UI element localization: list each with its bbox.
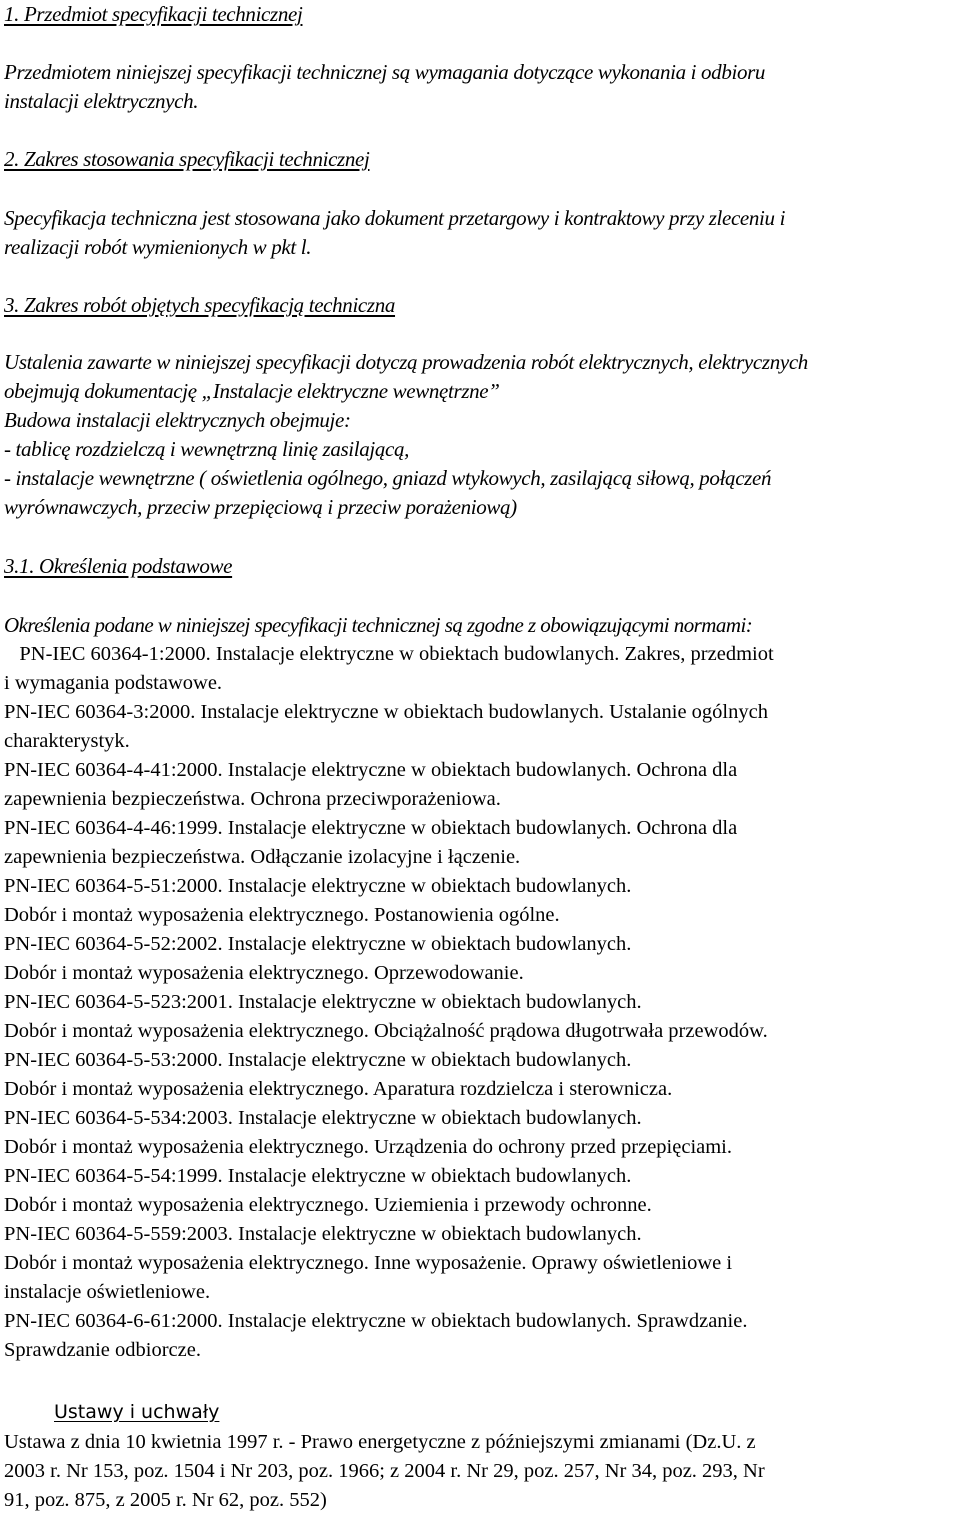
section-3-line-4: - tablicę rozdzielczą i wewnętrzną linię zasilającą, bbox=[4, 437, 410, 461]
standard-line: PN-IEC 60364-5-53:2000. Instalacje elektryczne w obiektach budowlanych. bbox=[4, 1049, 632, 1071]
section-3-line-5: - instalacje wewnętrzne ( oświetlenia ogólnego, gniazd wtykowych, zasilającą siłową, połączeń bbox=[4, 466, 772, 490]
standard-line: PN-IEC 60364-1:2000. Instalacje elektryczne w obiektach budowlanych. Zakres, przedmiot bbox=[4, 643, 774, 665]
standard-line: Dobór i montaż wyposażenia elektrycznego. Obciążalność prądowa długotrwała przewodów. bbox=[4, 1020, 768, 1042]
section-3-line-6: wyrównawczych, przeciw przepięciową i przeciw porażeniową) bbox=[4, 495, 517, 519]
laws-line-1: Ustawa z dnia 10 kwietnia 1997 r. - Prawo energetyczne z późniejszymi zmianami (Dz.U. z bbox=[4, 1431, 756, 1453]
section-2-line-1: Specyfikacja techniczna jest stosowana jako dokument przetargowy i kontraktowy przy zleceniu i bbox=[4, 206, 786, 230]
section-3-line-3: Budowa instalacji elektrycznych obejmuje: bbox=[4, 408, 351, 432]
standard-line: i wymagania podstawowe. bbox=[4, 672, 223, 694]
standard-line: Dobór i montaż wyposażenia elektrycznego. Oprzewodowanie. bbox=[4, 962, 524, 984]
section-3-line-1: Ustalenia zawarte w niniejszej specyfikacji dotyczą prowadzenia robót elektrycznych, elektrycznych bbox=[4, 350, 808, 374]
standard-line: instalacje oświetleniowe. bbox=[4, 1281, 211, 1303]
standard-line: PN-IEC 60364-4-46:1999. Instalacje elektryczne w obiektach budowlanych. Ochrona dla bbox=[4, 817, 738, 839]
standard-line: PN-IEC 60364-5-534:2003. Instalacje elektryczne w obiektach budowlanych. bbox=[4, 1107, 642, 1129]
standard-line: charakterystyk. bbox=[4, 730, 130, 752]
standard-line: PN-IEC 60364-6-61:2000. Instalacje elektryczne w obiektach budowlanych. Sprawdzanie. bbox=[4, 1310, 748, 1332]
standard-line: Dobór i montaż wyposażenia elektrycznego. Aparatura rozdzielcza i sterownicza. bbox=[4, 1078, 673, 1100]
section-3-1-intro: Określenia podane w niniejszej specyfikacji technicznej są zgodne z obowiązującymi normami: bbox=[4, 613, 753, 637]
standard-line: PN-IEC 60364-3:2000. Instalacje elektryczne w obiektach budowlanych. Ustalanie ogólnych bbox=[4, 701, 768, 723]
standard-line: Dobór i montaż wyposażenia elektrycznego. Uziemienia i przewody ochronne. bbox=[4, 1194, 652, 1216]
standard-line: zapewnienia bezpieczeństwa. Ochrona przeciwporażeniowa. bbox=[4, 788, 501, 810]
section-3-heading: 3. Zakres robót objętych specyfikacją techniczna bbox=[4, 293, 396, 317]
standard-line: PN-IEC 60364-5-54:1999. Instalacje elektryczne w obiektach budowlanych. bbox=[4, 1165, 632, 1187]
standard-line: Dobór i montaż wyposażenia elektrycznego. Postanowienia ogólne. bbox=[4, 904, 560, 926]
standard-line: PN-IEC 60364-4-41:2000. Instalacje elektryczne w obiektach budowlanych. Ochrona dla bbox=[4, 759, 738, 781]
laws-heading: Ustawy i uchwały bbox=[54, 1401, 220, 1423]
standard-line: Dobór i montaż wyposażenia elektrycznego. Inne wyposażenie. Oprawy oświetleniowe i bbox=[4, 1252, 733, 1274]
section-1-heading: 1. Przedmiot specyfikacji technicznej bbox=[4, 2, 303, 26]
section-1-line-2: instalacji elektrycznych. bbox=[4, 89, 199, 113]
standards-list bbox=[4, 640, 954, 1365]
laws-line-3: 91, poz. 875, z 2005 r. Nr 62, poz. 552) bbox=[4, 1489, 327, 1511]
standard-line: zapewnienia bezpieczeństwa. Odłączanie izolacyjne i łączenie. bbox=[4, 846, 521, 868]
standard-line: PN-IEC 60364-5-51:2000. Instalacje elektryczne w obiektach budowlanych. bbox=[4, 875, 632, 897]
standard-line: Sprawdzanie odbiorcze. bbox=[4, 1339, 201, 1361]
standard-line: PN-IEC 60364-5-523:2001. Instalacje elektryczne w obiektach budowlanych. bbox=[4, 991, 642, 1013]
laws-line-2: 2003 r. Nr 153, poz. 1504 i Nr 203, poz. 1966; z 2004 r. Nr 29, poz. 257, Nr 34, poz. 293, Nr bbox=[4, 1460, 765, 1482]
standard-line: Dobór i montaż wyposażenia elektrycznego. Urządzenia do ochrony przed przepięciami. bbox=[4, 1136, 733, 1158]
standard-line: PN-IEC 60364-5-52:2002. Instalacje elektryczne w obiektach budowlanych. bbox=[4, 933, 632, 955]
section-2-heading: 2. Zakres stosowania specyfikacji technicznej bbox=[4, 147, 370, 171]
section-3-1-heading: 3.1. Określenia podstawowe bbox=[4, 554, 233, 578]
section-3-line-2: obejmują dokumentację „Instalacje elektryczne wewnętrzne” bbox=[4, 379, 500, 403]
section-1-line-1: Przedmiotem niniejszej specyfikacji technicznej są wymagania dotyczące wykonania i odbioru bbox=[4, 60, 766, 84]
standard-line: PN-IEC 60364-5-559:2003. Instalacje elektryczne w obiektach budowlanych. bbox=[4, 1223, 642, 1245]
section-2-line-2: realizacji robót wymienionych w pkt l. bbox=[4, 235, 312, 259]
